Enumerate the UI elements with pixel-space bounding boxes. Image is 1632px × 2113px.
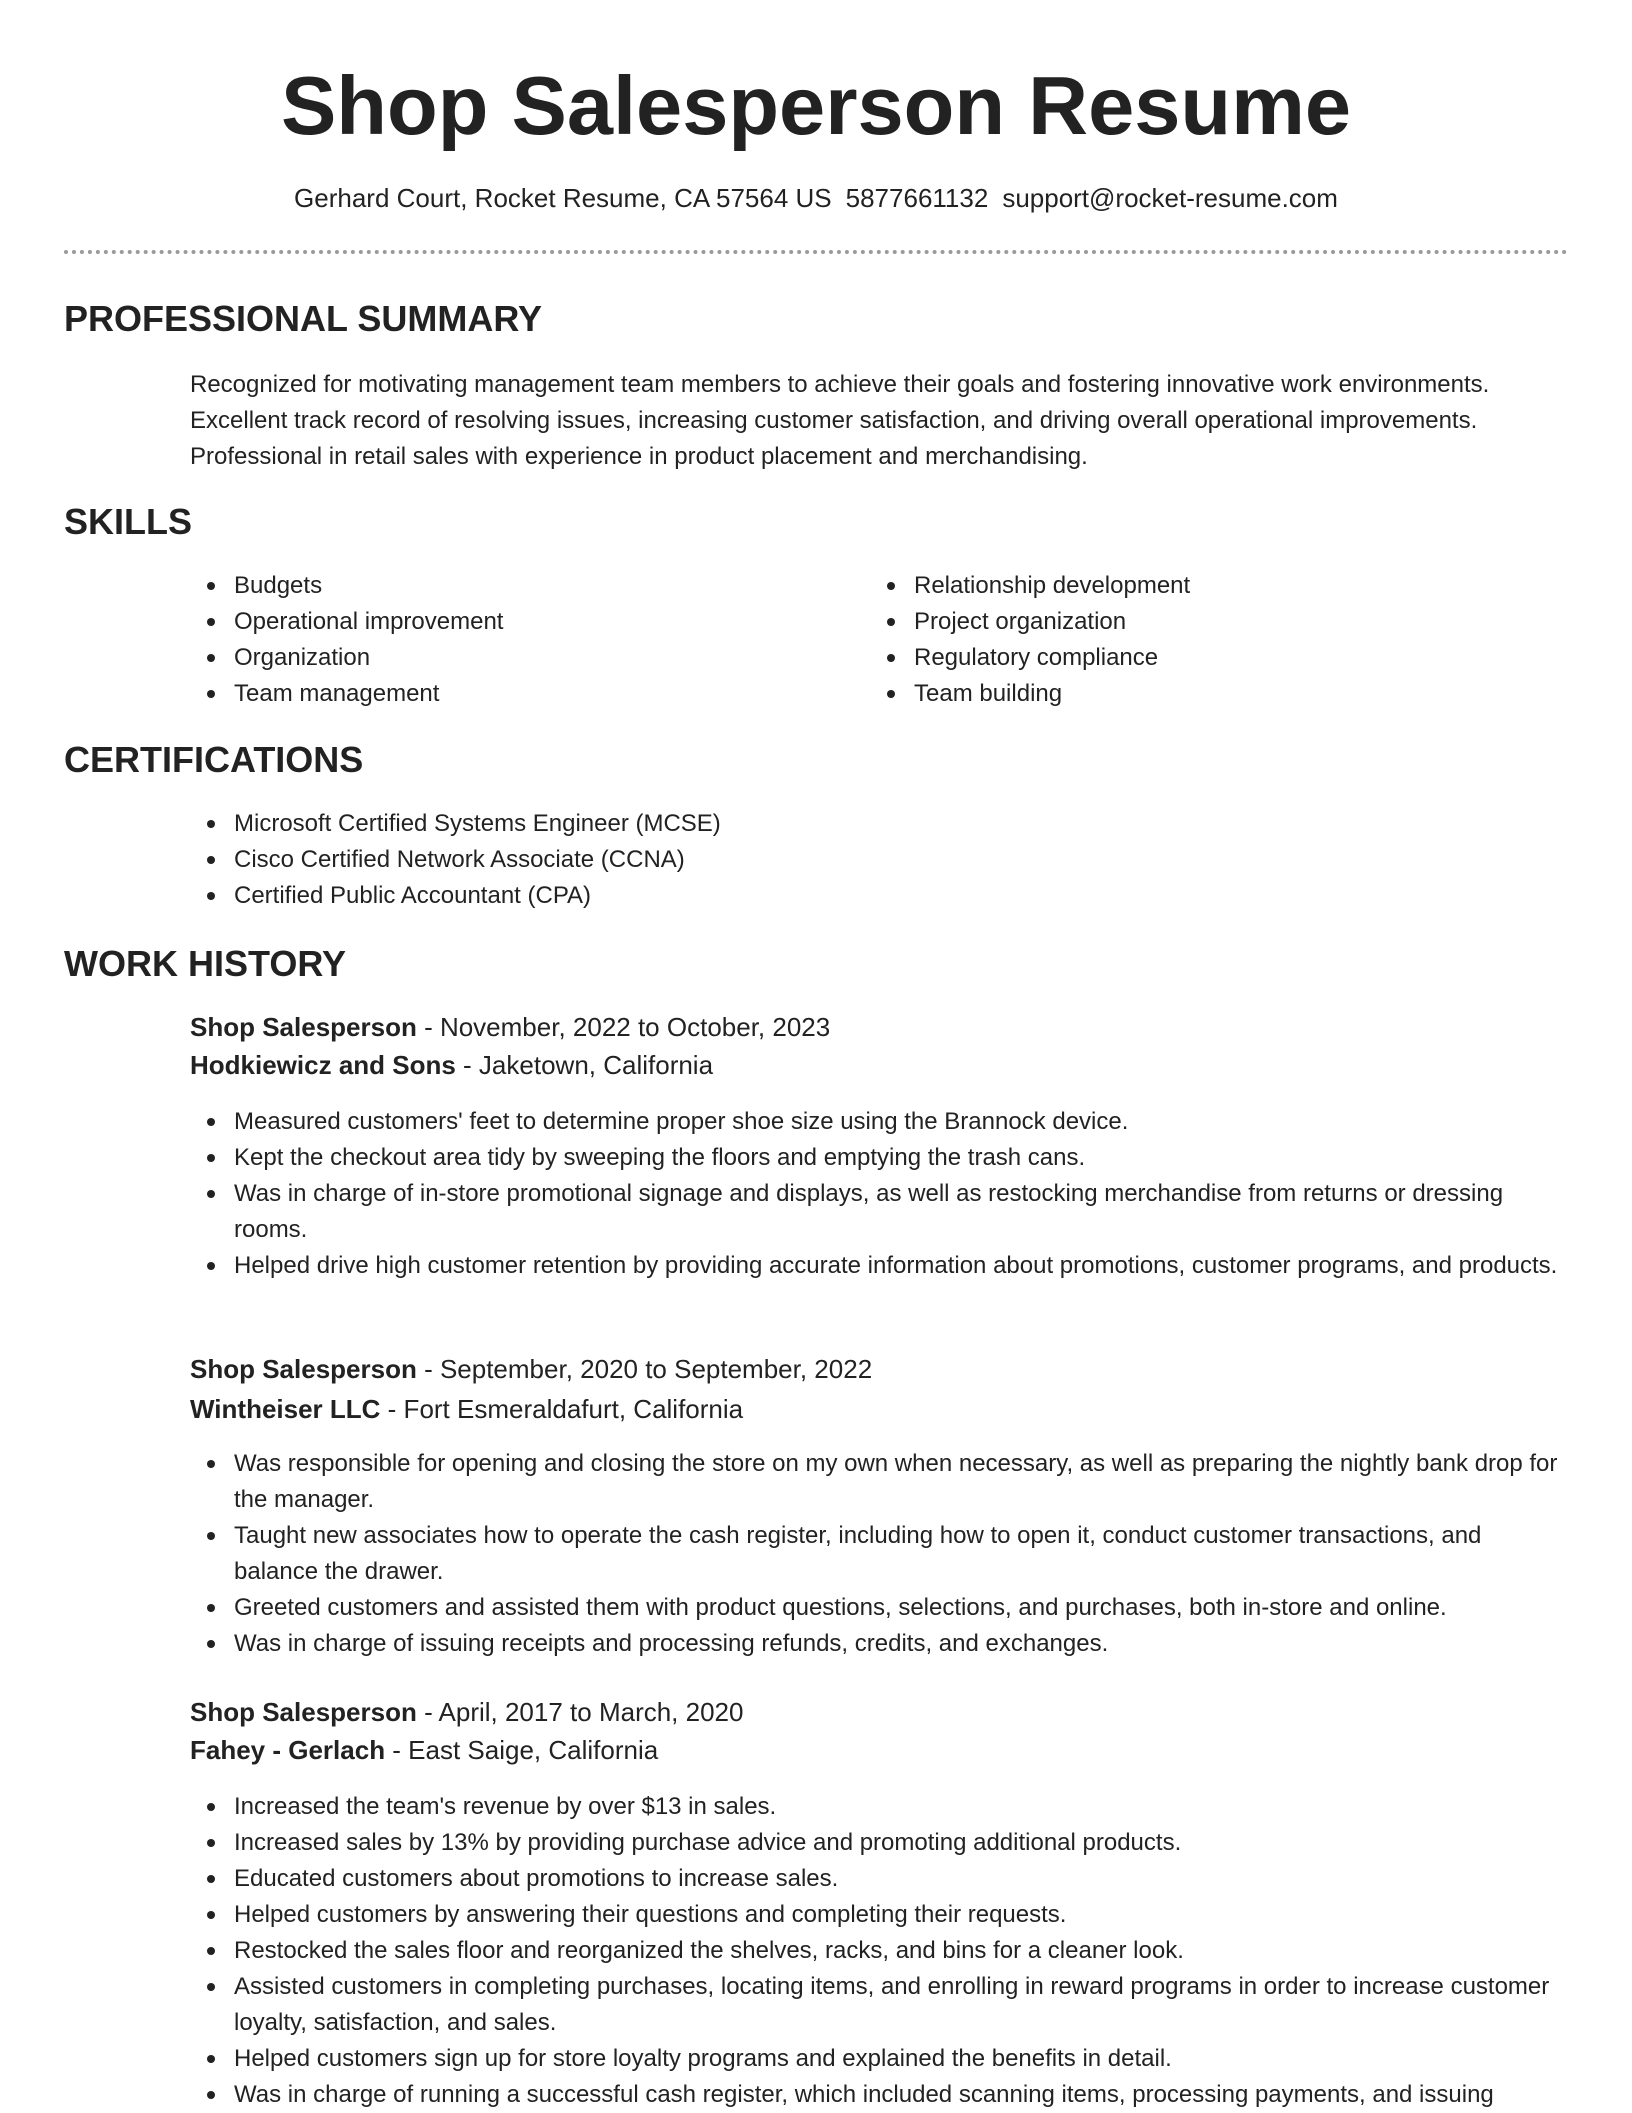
job-company-line xyxy=(190,1735,658,1766)
certifications-list xyxy=(190,806,1568,914)
job-dates: - November, 2022 to October, 2023 xyxy=(416,1012,831,1042)
job-dates: - April, 2017 to March, 2020 xyxy=(416,1697,744,1727)
contact-address: Gerhard Court, Rocket Resume, CA 57564 US xyxy=(294,183,832,213)
skill-item: Team management xyxy=(190,676,790,712)
skill-item: Relationship development xyxy=(870,568,1520,604)
skill-item: Organization xyxy=(190,640,790,676)
contact-phone: 5877661132 xyxy=(845,183,989,213)
job-bullet: Helped customers by answering their questions and completing their requests. xyxy=(190,1897,1568,1933)
skills-heading: SKILLS xyxy=(64,501,193,542)
job-title: Shop Salesperson xyxy=(190,1697,417,1727)
certification-item: Microsoft Certified Systems Engineer (MCSE) xyxy=(190,806,1568,842)
job-bullet: Was in charge of running a successful cash register, which included scanning items, processing payments, and issuing xyxy=(190,2077,1568,2113)
job-bullet: Restocked the sales floor and reorganized the shelves, racks, and bins for a cleaner look. xyxy=(190,1933,1568,1969)
job-bullet: Helped drive high customer retention by providing accurate information about promotions, customer programs, and products. xyxy=(190,1248,1568,1284)
skills-list-right xyxy=(870,568,1520,712)
job-bullet: Helped customers sign up for store loyalty programs and explained the benefits in detail. xyxy=(190,2041,1568,2077)
job-location: - Jaketown, California xyxy=(455,1050,714,1080)
job-bullets xyxy=(190,1104,1568,1284)
contact-line xyxy=(64,183,1568,214)
certifications-heading: CERTIFICATIONS xyxy=(64,739,364,780)
skill-item: Regulatory compliance xyxy=(870,640,1520,676)
job-bullet: Greeted customers and assisted them with product questions, selections, and purchases, both in-store and online. xyxy=(190,1590,1568,1626)
job-location: - East Saige, California xyxy=(385,1735,659,1765)
summary-heading: PROFESSIONAL SUMMARY xyxy=(64,298,543,339)
work-history-heading: WORK HISTORY xyxy=(64,943,347,984)
job-company: Fahey - Gerlach xyxy=(190,1735,386,1765)
job-bullet: Increased the team's revenue by over $13 in sales. xyxy=(190,1789,1568,1825)
certification-item: Cisco Certified Network Associate (CCNA) xyxy=(190,842,1568,878)
job-title-line xyxy=(190,1354,872,1385)
job-bullets xyxy=(190,1789,1568,2113)
resume-title: Shop Salesperson Resume xyxy=(280,59,1352,152)
resume-page xyxy=(64,0,1568,2112)
skill-item: Budgets xyxy=(190,568,790,604)
job-company-line xyxy=(190,1050,713,1081)
job-bullet: Was in charge of issuing receipts and processing refunds, credits, and exchanges. xyxy=(190,1626,1568,1662)
job-company-line xyxy=(190,1394,743,1425)
job-company: Hodkiewicz and Sons xyxy=(190,1050,456,1080)
job-company: Wintheiser LLC xyxy=(190,1394,381,1424)
job-location: - Fort Esmeraldafurt, California xyxy=(380,1394,744,1424)
job-bullet: Was in charge of in-store promotional signage and displays, as well as restocking merchandise from returns or dressing rooms. xyxy=(190,1176,1568,1248)
skill-item: Operational improvement xyxy=(190,604,790,640)
summary-text: Recognized for motivating management team members to achieve their goals and fostering innovative work environments. Excellent track record of resolving issues, increasing customer satisfaction, and driving overall operational improvements. Professional in retail sales with experience in product placement and merchandising. xyxy=(190,371,1490,470)
job-bullet: Was responsible for opening and closing the store on my own when necessary, as well as preparing the nightly bank drop for the manager. xyxy=(190,1446,1568,1518)
job-dates: - September, 2020 to September, 2022 xyxy=(416,1354,873,1384)
header-divider xyxy=(64,250,1568,254)
job-bullet: Assisted customers in completing purchases, locating items, and enrolling in reward programs in order to increase customer loyalty, satisfaction, and sales. xyxy=(190,1969,1568,2041)
job-title: Shop Salesperson xyxy=(190,1354,417,1384)
job-title-line xyxy=(190,1697,743,1728)
certification-item: Certified Public Accountant (CPA) xyxy=(190,878,1568,914)
job-bullets xyxy=(190,1446,1568,1662)
job-bullet: Kept the checkout area tidy by sweeping the floors and emptying the trash cans. xyxy=(190,1140,1568,1176)
skills-list-left xyxy=(190,568,790,712)
job-bullet: Measured customers' feet to determine proper shoe size using the Brannock device. xyxy=(190,1104,1568,1140)
job-bullet: Increased sales by 13% by providing purchase advice and promoting additional products. xyxy=(190,1825,1568,1861)
contact-email[interactable]: support@rocket-resume.com xyxy=(1002,183,1338,213)
job-title-line xyxy=(190,1012,830,1043)
job-title: Shop Salesperson xyxy=(190,1012,417,1042)
skill-item: Team building xyxy=(870,676,1520,712)
skill-item: Project organization xyxy=(870,604,1520,640)
job-bullet: Taught new associates how to operate the cash register, including how to open it, conduct customer transactions, and balance the drawer. xyxy=(190,1518,1568,1590)
job-bullet: Educated customers about promotions to increase sales. xyxy=(190,1861,1568,1897)
